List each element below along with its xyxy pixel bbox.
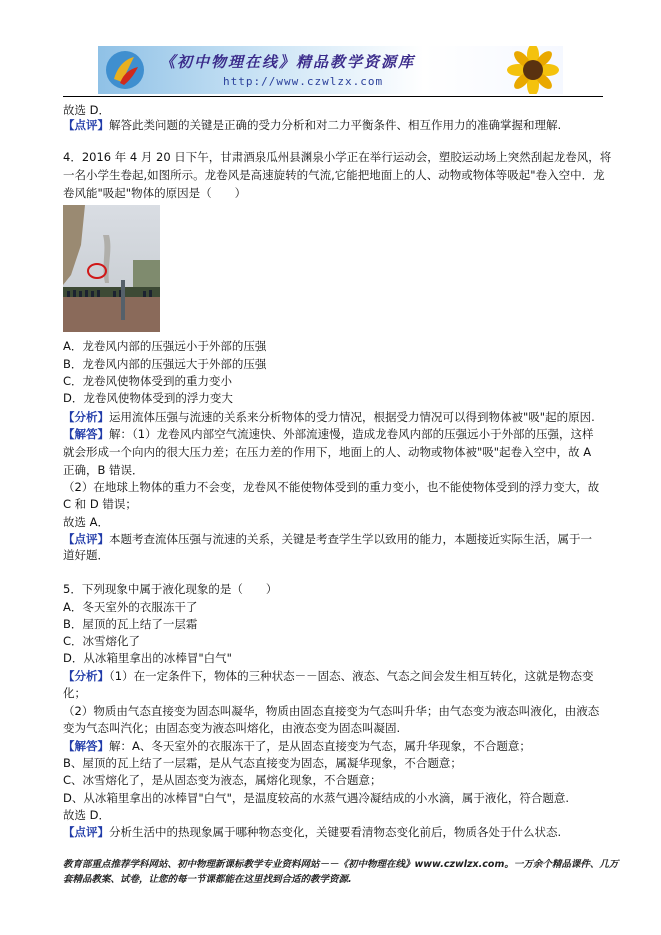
header-banner bbox=[98, 46, 563, 94]
q5-solution-line bbox=[63, 738, 531, 754]
q4-solution-line: 正确，B 错误． bbox=[63, 463, 144, 477]
q5-comment bbox=[63, 824, 561, 840]
q4-solution-text: 解：（1）龙卷风内部空气流速快、外部流速慢，造成龙卷风内部的压强远小于外部的压强，这样 bbox=[109, 427, 594, 441]
q4-option-b: B．龙卷风内部的压强远大于外部的压强 bbox=[63, 357, 267, 371]
footer-line: 教育部重点推荐学科网站、初中物理新课标教学专业资料网站－－《初中物理在线》www.czwlzx.com。一万余个精品课件、几万 bbox=[63, 859, 619, 870]
q4-option-c: C．龙卷风使物体受到的重力变小 bbox=[63, 374, 233, 388]
q5-solution-line: C、冰雪熔化了，是从固态变为液态，属熔化现象，不合题意； bbox=[63, 773, 382, 787]
q5-stem: 5．下列现象中属于液化现象的是（ ） bbox=[63, 582, 278, 596]
q4-solution-line: （2）在地球上物体的重力不会变，龙卷风不能使物体受到的重力变小，也不能使物体受到的浮力变大，故 bbox=[63, 480, 600, 494]
q5-solution-text: 解：A、冬天室外的衣服冻干了，是从固态直接变为气态，属升华现象，不合题意； bbox=[109, 739, 531, 753]
q4-comment-line: 道好题． bbox=[63, 548, 109, 562]
comment-tag: 【点评】 bbox=[63, 825, 109, 839]
comment-tag: 【点评】 bbox=[63, 532, 109, 546]
q5-solution-line: B、屋顶的瓦上结了一层霜，是从气态直接变为固态，属凝华现象，不合题意； bbox=[63, 756, 462, 770]
q4-solution-line: 就会形成一个向内的很大压力差；在压力差的作用下，地面上的人、动物或物体被"吸"起卷入空中，故 A bbox=[63, 445, 592, 459]
analysis-tag: 【分析】 bbox=[63, 669, 109, 683]
q4-stem-line: 4．2016 年 4 月 20 日下午，甘肃酒泉瓜州县渊泉小学正在举行运动会，塑胶运动场上突然刮起龙卷风，将 bbox=[63, 150, 612, 164]
q4-solution-line: C 和 D 错误； bbox=[63, 497, 137, 511]
q5-option-b: B．屋顶的瓦上结了一层霜 bbox=[63, 617, 198, 631]
q5-analysis-line: 变为气态叫汽化；由固态变为液态叫熔化，由液态变为固态叫凝固. bbox=[63, 721, 401, 735]
comment-tag: 【点评】 bbox=[63, 118, 109, 132]
solution-tag: 【解答】 bbox=[63, 427, 109, 441]
q4-comment bbox=[63, 531, 592, 547]
q4-analysis bbox=[63, 409, 595, 425]
solution-tag: 【解答】 bbox=[63, 739, 109, 753]
q4-solution-line bbox=[63, 426, 594, 442]
q3-comment bbox=[63, 117, 561, 133]
q5-option-d: D．从冰箱里拿出的冰棒冒"白气" bbox=[63, 651, 232, 665]
tornado-photo bbox=[63, 205, 160, 332]
site-logo-icon bbox=[104, 49, 146, 91]
sunflower-icon bbox=[503, 46, 561, 94]
q5-analysis-line: 化； bbox=[63, 686, 86, 700]
q4-analysis-text: 运用流体压强与流速的关系来分析物体的受力情况，根据受力情况可以得到物体被"吸"起的原因. bbox=[109, 410, 595, 424]
q5-option-c: C．冰雪熔化了 bbox=[63, 634, 141, 648]
banner-url[interactable]: http://www.czwlzx.com bbox=[223, 75, 384, 88]
q4-stem-line: 卷风能"吸起"物体的原因是（ ） bbox=[63, 186, 247, 200]
banner-title: 《初中物理在线》精品教学资源库 bbox=[160, 53, 416, 71]
q3-comment-text: 解答此类问题的关键是正确的受力分析和对二力平衡条件、相互作用力的准确掌握和理解. bbox=[109, 118, 562, 132]
q5-analysis-line: （2）物质由气态直接变为固态叫凝华，物质由固态直接变为气态叫升华；由气态变为液态叫液化，由液态 bbox=[63, 704, 600, 718]
footer-line: 套精品教案、试卷，让您的每一节课都能在这里找到合适的教学资源. bbox=[63, 874, 352, 885]
q4-option-d: D．龙卷风使物体受到的浮力变大 bbox=[63, 391, 233, 405]
q4-option-a: A．龙卷风内部的压强远小于外部的压强 bbox=[63, 339, 267, 353]
header-rule bbox=[63, 96, 603, 97]
analysis-tag: 【分析】 bbox=[63, 410, 109, 424]
q3-answer: 故选 D． bbox=[63, 103, 111, 117]
q5-answer: 故选 D． bbox=[63, 808, 111, 822]
q5-analysis bbox=[63, 668, 594, 684]
q5-comment-text: 分析生活中的热现象属于哪种物态变化，关键要看清物态变化前后，物质各处于什么状态. bbox=[109, 825, 562, 839]
q4-comment-text: 本题考查流体压强与流速的关系，关键是考查学生学以致用的能力，本题接近实际生活，属于一 bbox=[109, 532, 592, 546]
q4-stem-line: 一名小学生卷起,如图所示。龙卷风是高速旋转的气流,它能把地面上的人、动物或物体等吸起"卷入空中．龙 bbox=[63, 168, 605, 182]
q5-solution-line: D、从冰箱里拿出的冰棒冒"白气"，是温度较高的水蒸气遇冷凝结成的小水滴，属于液化，符合题意. bbox=[63, 791, 570, 805]
q5-option-a: A．冬天室外的衣服冻干了 bbox=[63, 600, 198, 614]
q4-answer: 故选 A． bbox=[63, 515, 110, 529]
q5-analysis-text: （1）在一定条件下，物体的三种状态－－固态、液态、气态之间会发生相互转化，这就是物态变 bbox=[109, 669, 594, 683]
